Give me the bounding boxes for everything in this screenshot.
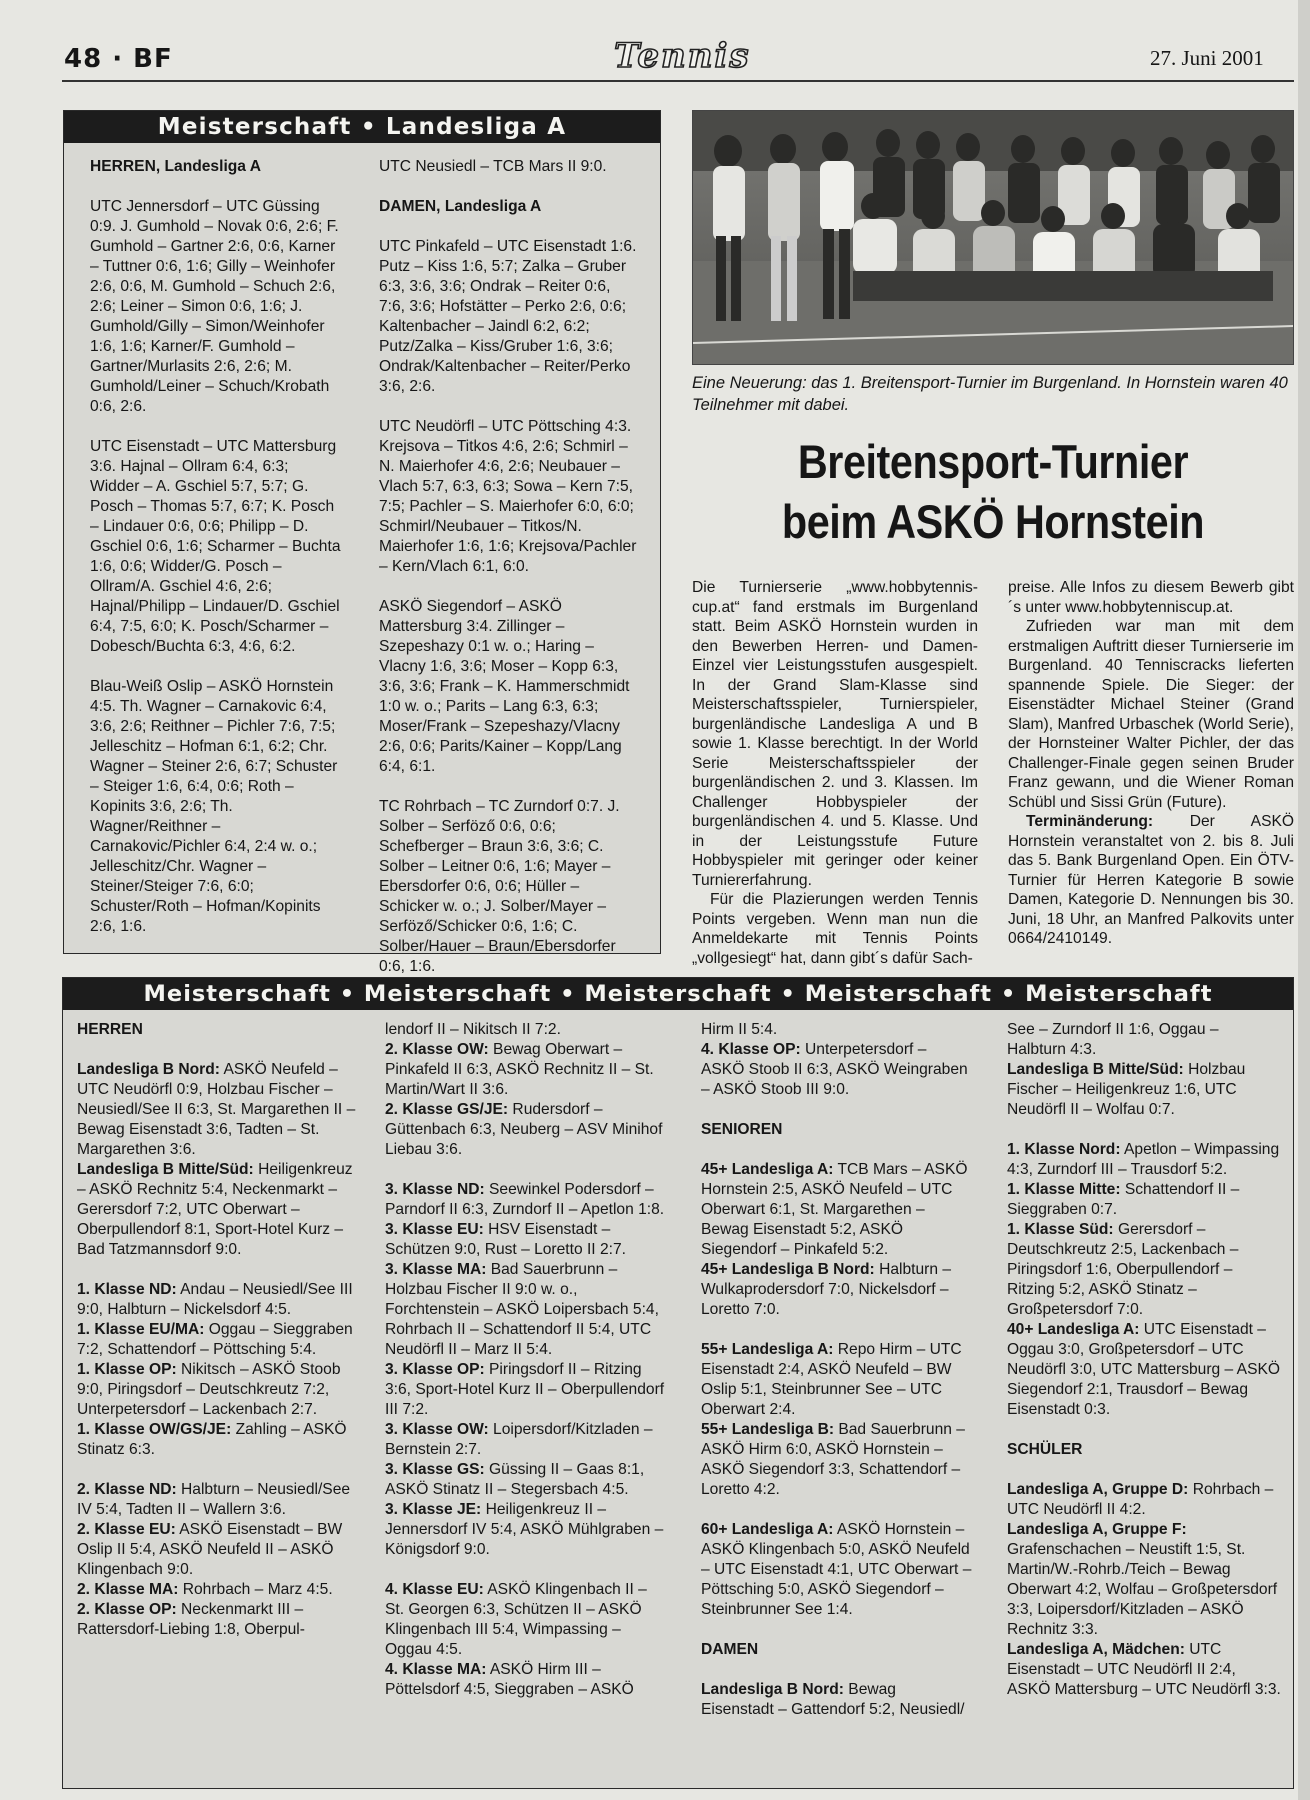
result-neusiedl-mars: UTC Neusiedl – TCB Mars II 9:0. bbox=[379, 158, 607, 175]
league-result: 3. Klasse MA: Bad Sauerbrunn – Holzbau Fischer II 9:0 w. o., Forchtenstein – ASKÖ Loipersbach 5:4, Rohrbach II – Schattendorf II 5:4, UTC Neudörfl II – Marz II 5:4. bbox=[385, 1261, 659, 1358]
league-result: Landesliga B Nord: ASKÖ Neufeld – UTC Neudörfl 0:9, Holzbau Fischer – Neusiedl/See II 6:3, St. Margarethen II – Bewag Eisenstadt 3:6, Tadten – St. Margarethen 3:6. bbox=[77, 1061, 356, 1158]
league-result: 2. Klasse ND: Halbturn – Neusiedl/See IV 5:4, Tadten II – Wallern 3:6. bbox=[77, 1481, 351, 1518]
herren-heading: HERREN bbox=[77, 1021, 143, 1038]
league-result: 45+ Landesliga B Nord: Halbturn – Wulkaprodersdorf 7:0, Nickelsdorf – Loretto 7:0. bbox=[701, 1261, 952, 1318]
league-result: 4. Klasse OP: Unterpetersdorf – ASKÖ Stoob II 6:3, ASKÖ Weingraben – ASKÖ Stoob III 9:0. bbox=[701, 1041, 968, 1098]
headline-line-2: beim ASKÖ Hornstein bbox=[781, 495, 1205, 548]
results-column-2 bbox=[385, 1020, 669, 1700]
league-result: 40+ Landesliga A: UTC Eisenstadt – Oggau 3:0, Großpetersdorf – UTC Neudörfl 3:0, UTC Mattersburg – ASKÖ Siegendorf 2:1, Trausdorf – Bewag Eisenstadt 0:3. bbox=[1007, 1321, 1281, 1418]
article-column-2 bbox=[1008, 578, 1294, 949]
meisterschaft-box bbox=[62, 977, 1294, 1789]
damen-heading: DAMEN, Landesliga A bbox=[379, 198, 542, 215]
article-paragraph: preise. Alle Infos zu diesem Bewerb gibt´s unter www.hobbytenniscup.at. bbox=[1008, 579, 1294, 616]
league-result: Hirm II 5:4. bbox=[701, 1021, 778, 1038]
page-gutter bbox=[1298, 0, 1310, 1800]
league-result: 45+ Landesliga A: TCB Mars – ASKÖ Hornstein 2:5, ASKÖ Neufeld – UTC Oberwart 6:1, St. Margarethen – Bewag Eisenstadt 5:2, ASKÖ Siegendorf – Pinkafeld 5:2. bbox=[701, 1161, 968, 1258]
photo-caption: Eine Neuerung: das 1. Breitensport-Turnier im Burgenland. In Hornstein waren 40 Teilnehmer mit dabei. bbox=[692, 374, 1288, 414]
meisterschaft-band: Meisterschaft • Meisterschaft • Meisterschaft • Meisterschaft • Meisterschaft bbox=[63, 978, 1293, 1010]
results-column-damen bbox=[379, 157, 639, 997]
result-eisenstadt-mattersburg: UTC Eisenstadt – UTC Mattersburg 3:6. Hajnal – Ollram 6:4, 6:3; Widder – A. Gschiel 5:7, 5:7; G. Posch – Thomas 5:7, 6:7; K. Posch – Lindauer 0:6, 0:6; Philipp – D. Gschiel 0:6, 1:6; Scharmer – Buchta 1:6, 0:6; Widder/G. Posch – Ollram/A. Gschiel 4:6, 2:6; Hajnal/Philipp – Lindauer/D. Gschiel 6:4, 7:5, 6:0; K. Posch/Scharmer – Dobesch/Buchta 6:3, 4:6, 6:2. bbox=[90, 438, 341, 655]
league-result: 1. Klasse EU/MA: Oggau – Sieggraben 7:2, Schattendorf – Pöttsching 5:4. bbox=[77, 1321, 353, 1358]
league-result: 1. Klasse Mitte: Schattendorf II – Sieggraben 0:7. bbox=[1007, 1181, 1240, 1218]
section-title: Tennis bbox=[614, 36, 751, 76]
league-result: 2. Klasse GS/JE: Rudersdorf – Güttenbach 6:3, Neuberg – ASV Minihof Liebau 3:6. bbox=[385, 1101, 663, 1158]
league-result: 55+ Landesliga B: Bad Sauerbrunn – ASKÖ Hirm 6:0, ASKÖ Hornstein – ASKÖ Siegendorf 3:3, Schattendorf – Loretto 4:2. bbox=[701, 1421, 965, 1498]
league-result: 3. Klasse OP: Piringsdorf II – Ritzing 3:6, Sport-Hotel Kurz II – Oberpullendorf III 7:2. bbox=[385, 1361, 665, 1418]
league-result: Landesliga B Nord: Bewag Eisenstadt – Gattendorf 5:2, Neusiedl/ bbox=[701, 1681, 965, 1718]
league-result: 3. Klasse GS: Güssing II – Gaas 8:1, ASKÖ Stinatz II – Stegersbach 4:5. bbox=[385, 1461, 645, 1498]
article-headline bbox=[728, 432, 1258, 552]
league-result: 3. Klasse OW: Loipersdorf/Kitzladen – Bernstein 2:7. bbox=[385, 1421, 653, 1458]
landesliga-a-box bbox=[63, 110, 661, 975]
results-column-3 bbox=[701, 1020, 973, 1720]
result-neudoerfl-poettsching: UTC Neudörfl – UTC Pöttsching 4:3. Krejsova – Titkos 4:6, 2:6; Schmirl – N. Maierhofer 4:6, 2:6; Neubauer – Vlach 5:7, 6:3, 6:3; Sowa – Kern 7:5, 7:5; Pachler – S. Maierhofer 6:0, 6:0; Schmirl/Neubauer – Titkos/N. Maierhofer 1:6, 1:6; Krejsova/Pachler – Kern/Vlach 6:1, 6:0. bbox=[379, 418, 637, 575]
league-result: 2. Klasse EU: ASKÖ Eisenstadt – BW Oslip II 5:4, ASKÖ Neufeld II – ASKÖ Klingenbach 9:0. bbox=[77, 1521, 343, 1578]
results-column-4 bbox=[1007, 1020, 1281, 1700]
league-result: 3. Klasse JE: Heiligenkreuz II – Jennersdorf IV 5:4, ASKÖ Mühlgraben – Königsdorf 9:0. bbox=[385, 1501, 664, 1558]
article-paragraph bbox=[1008, 812, 1294, 949]
league-result: 3. Klasse ND: Seewinkel Podersdorf – Parndorf II 6:3, Zurndorf II – Apetlon 1:8. bbox=[385, 1181, 665, 1218]
herren-heading: HERREN, Landesliga A bbox=[90, 158, 261, 175]
results-column-1 bbox=[77, 1020, 361, 1640]
issue-date: 27. Juni 2001 bbox=[1150, 46, 1264, 70]
league-result: 2. Klasse MA: Rohrbach – Marz 4:5. bbox=[77, 1581, 333, 1598]
league-result: Landesliga A, Gruppe D: Rohrbach – UTC Neudörfl II 4:2. bbox=[1007, 1481, 1274, 1518]
result-siegendorf-mattersburg: ASKÖ Siegendorf – ASKÖ Mattersburg 3:4. Zillinger – Szepeshazy 0:1 w. o.; Haring – Vlacny 1:6, 3:6; Moser – Kopp 6:3, 3:6, 3:6; Frank – K. Hammerschmidt 1:0 w. o.; Parits – Lang 6:3, 6:3; Moser/Frank – Szepeshazy/Vlacny 2:6, 0:6; Parits/Kainer – Kopp/Lang 6:4, 6:1. bbox=[379, 598, 630, 775]
league-result: 60+ Landesliga A: ASKÖ Hornstein – ASKÖ Klingenbach 5:0, ASKÖ Neufeld – UTC Eisenstadt 4:1, UTC Oberwart – Pöttsching 5:0, ASKÖ Siegendorf – Steinbrunner See 1:4. bbox=[701, 1521, 972, 1618]
schedule-change-text: Der ASKÖ Hornstein veranstaltet von 2. bis 8. Juli das 5. Bank Burgenland Open. Ein ÖTV-Turnier für Herren Kategorie B sowie Damen, Kategorie D. Nennungen bis 30. Juni, 18 Uhr, an Manfred Palkovits unter 0664/2410149. bbox=[1008, 813, 1294, 947]
landesliga-a-band: Meisterschaft • Landesliga A bbox=[64, 111, 660, 143]
schedule-change-label: Terminänderung: bbox=[1026, 813, 1154, 830]
league-result: 2. Klasse OW: Bewag Oberwart – Pinkafeld II 6:3, ASKÖ Rechnitz II – St. Martin/Wart II 3:6. bbox=[385, 1041, 654, 1098]
league-result: 1. Klasse Nord: Apetlon – Wimpassing 4:3, Zurndorf III – Trausdorf 5:2. bbox=[1007, 1141, 1280, 1178]
article-column-1 bbox=[692, 578, 978, 968]
senioren-heading: SENIOREN bbox=[701, 1121, 783, 1138]
league-result: 4. Klasse EU: ASKÖ Klingenbach II – St. Georgen 6:3, Schützen II – ASKÖ Klingenbach III 5:4, Wimpassing – Oggau 4:5. bbox=[385, 1581, 647, 1658]
article-paragraph: Die Turnierserie „www.hobbytennis-cup.at“ fand erstmals im Burgenland statt. Beim ASKÖ Hornstein wurden in den Bewerben Herren- und Damen-Einzel vier Leistungsstufen ausgespielt. In der Grand Slam-Klasse sind Meisterschaftsspieler, Turnierspieler, burgenländische Landesliga A und B sowie 1. Klasse berechtigt. In der World Serie Meisterschaftsspieler der burgenländischen 2. und 3. Klassen. Im Challenger Hobbyspieler der burgenländischen 4. und 5. Klasse. Und in der Leistungsstufe Future Hobbyspieler mit geringer oder keiner Turniererfahrung. bbox=[692, 579, 978, 889]
league-result: 1. Klasse ND: Andau – Neusiedl/See III 9:0, Halbturn – Nickelsdorf 4:5. bbox=[77, 1281, 353, 1318]
group-photo bbox=[692, 110, 1294, 365]
league-result: Landesliga B Mitte/Süd: Heiligenkreuz – ASKÖ Rechnitz 5:4, Neckenmarkt – Gerersdorf 7:2, UTC Oberwart – Oberpullendorf 8:1, Sport-Hotel Kurz – Bad Tatzmannsdorf 9:0. bbox=[77, 1161, 353, 1258]
schueler-heading: SCHÜLER bbox=[1007, 1441, 1083, 1458]
league-result: Landesliga B Mitte/Süd: Holzbau Fischer – Heiligenkreuz 1:6, UTC Neudörfl II – Wolfau 0:7. bbox=[1007, 1061, 1246, 1118]
results-column-herren bbox=[90, 157, 342, 957]
header-rule bbox=[62, 80, 1294, 82]
league-result: See – Zurndorf II 1:6, Oggau – Halbturn 4:3. bbox=[1007, 1021, 1219, 1058]
league-result: 1. Klasse OP: Nikitsch – ASKÖ Stoob 9:0, Piringsdorf – Deutschkreutz 7:2, Unterpetersdorf – Lackenbach 2:7. bbox=[77, 1361, 341, 1418]
headline-line-1: Breitensport-Turnier bbox=[797, 435, 1189, 488]
league-result: 4. Klasse MA: ASKÖ Hirm III – Pöttelsdorf 4:5, Sieggraben – ASKÖ bbox=[385, 1661, 634, 1698]
league-result: Landesliga A, Gruppe F: Grafenschachen – Neustift 1:5, St. Martin/W.-Rohrb./Teich – Bewag Oberwart 4:2, Wolfau – Großpetersdorf 3:3, Loipersdorf/Kitzladen – ASKÖ Rechnitz 3:3. bbox=[1007, 1521, 1278, 1638]
result-oslip-hornstein: Blau-Weiß Oslip – ASKÖ Hornstein 4:5. Th. Wagner – Carnakovic 6:4, 3:6, 2:6; Reithner – Pichler 7:6, 7:5; Jelleschitz – Hofman 6:1, 6:2; Chr. Wagner – Steiner 2:6, 6:7; Schuster – Steiger 1:6, 6:4, 0:6; Roth – Kopinits 3:6, 2:6; Th. Wagner/Reithner – Carnakovic/Pichler 6:4, 2:4 w. o.; Jelleschitz/Chr. Wagner – Steiner/Steiger 7:6, 6:0; Schuster/Roth – Hofman/Kopinits 2:6, 1:6. bbox=[90, 678, 338, 935]
result-rohrbach-zurndorf: TC Rohrbach – TC Zurndorf 0:7. J. Solber – Serföző 0:6, 0:6; Schefberger – Braun 3:6, 3:6; C. Solber – Leitner 0:6, 1:6; Mayer – Ebersdorfer 0:6, 0:6; Hüller – Schicker w. o.; J. Solber/Mayer – Serföző/Schicker 0:6, 1:6; C. Solber/Hauer – Braun/Ebersdorfer 0:6, 1:6. bbox=[379, 798, 620, 975]
result-jennersdorf-guessing: UTC Jennersdorf – UTC Güssing 0:9. J. Gumhold – Novak 0:6, 2:6; F. Gumhold – Gartner 2:6, 0:6, Karner – Tuttner 0:6, 1:6; Gilly – Weinhofer 2:6, 0:6, M. Gumhold – Schuch 2:6, 2:6; Leiner – Simon 0:6, 1:6; J. Gumhold/Gilly – Simon/Weinhofer 1:6, 1:6; Karner/F. Gumhold – Gartner/Murlasits 2:6, 2:6; M. Gumhold/Leiner – Schuch/Krobath 0:6, 2:6. bbox=[90, 198, 339, 415]
league-result: 3. Klasse EU: HSV Eisenstadt – Schützen 9:0, Rust – Loretto II 2:7. bbox=[385, 1221, 626, 1258]
league-result: 1. Klasse OW/GS/JE: Zahling – ASKÖ Stinatz 6:3. bbox=[77, 1421, 347, 1458]
result-pinkafeld-eisenstadt: UTC Pinkafeld – UTC Eisenstadt 1:6. Putz – Kiss 1:6, 5:7; Zalka – Gruber 6:3, 3:6, 3:6; Ondrak – Reiter 0:6, 7:6, 3:6; Hofstätter – Perko 2:6, 0:6; Kaltenbacher – Jaindl 6:2, 6:2; Putz/Zalka – Kiss/Gruber 1:6, 3:6; Ondrak/Kaltenbacher – Reiter/Perko 3:6, 2:6. bbox=[379, 238, 637, 395]
league-result: lendorf II – Nikitsch II 7:2. bbox=[385, 1021, 561, 1038]
league-result: 2. Klasse OP: Neckenmarkt III – Rattersdorf-Liebing 1:8, Oberpul- bbox=[77, 1601, 305, 1638]
damen-heading: DAMEN bbox=[701, 1641, 759, 1658]
article-paragraph: Zufrieden war man mit dem erstmaligen Auftritt dieser Turnierserie im Burgenland. 40 Tenniscracks lieferten spannende Spiele. Die Sieger: der Eisenstädter Michael Steiner (Grand Slam), Manfred Urbaschek (World Serie), der Hornsteiner Walter Pichler, der das Challenger-Finale gegen seinen Bruder Franz gewann, und die Wiener Roman Schübl und Sissi Grün (Future). bbox=[1008, 618, 1294, 811]
league-result: Landesliga A, Mädchen: UTC Eisenstadt – UTC Neudörfl II 2:4, ASKÖ Mattersburg – UTC Neudörfl 3:3. bbox=[1007, 1641, 1281, 1698]
league-result: 55+ Landesliga A: Repo Hirm – UTC Eisenstadt 2:4, ASKÖ Neufeld – BW Oslip 5:1, Steinbrunner See – UTC Oberwart 2:4. bbox=[701, 1341, 962, 1418]
league-result: 1. Klasse Süd: Gerersdorf – Deutschkreutz 2:5, Lackenbach – Piringsdorf 1:6, Oberpullendorf – Ritzing 5:2, ASKÖ Stinatz – Großpetersdorf 7:0. bbox=[1007, 1221, 1239, 1318]
page-number: 48 · BF bbox=[64, 44, 173, 74]
article-paragraph: Für die Plazierungen werden Tennis Points vergeben. Wenn man nun die Anmeldekarte mit Tennis Points „vollgesiegt“ hat, dann gibt´s dafür Sach- bbox=[692, 891, 978, 967]
